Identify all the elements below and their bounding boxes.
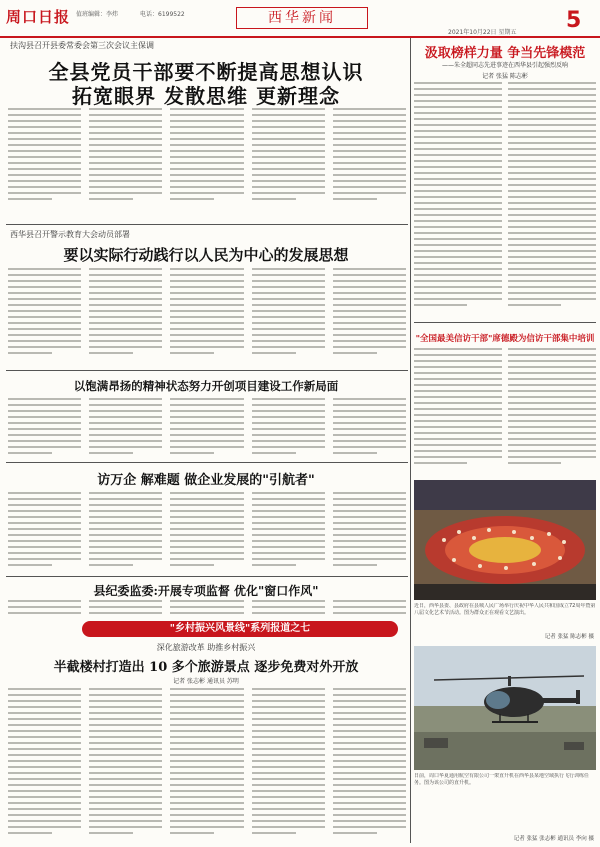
article4-headline: 访万企 解难题 做企业发展的"引航者" — [97, 473, 315, 488]
article5-headline: 县纪委监委:开展专项监督 优化"窗口作风" — [93, 584, 319, 598]
series-banner-label: "乡村振兴风景线"系列报道之七 — [169, 623, 311, 634]
article6-headline: 半截楼村打造出 10 多个旅游景点 逐步免费对外开放 — [53, 660, 359, 675]
photo2-caption: 日前，周口华夏通用航空有限公司一架直升机在西华县某地空域执行飞行训练任务。图为该公司的直升机。 — [414, 773, 590, 786]
right-article1-subhead: ——朱全超同志先进事迹在西华县引起强烈反响 — [441, 62, 568, 69]
newspaper-logo: 周口日报 — [6, 8, 71, 26]
divider — [6, 576, 408, 577]
photo1-credit: 记者 张猛 陈志彬 摄 — [544, 634, 594, 640]
helicopter-photo — [414, 646, 596, 770]
issue-date: 2021年10月22日 星期五 — [448, 29, 517, 36]
divider — [6, 224, 408, 225]
photo1-caption: 近日，西华县委、县政府在县城人民广场举行庆祝中华人民共和国成立72周年暨第八届文化艺术节活动。图为群众正在观看文艺演出。 — [414, 603, 596, 616]
section-title: 西华新闻 — [236, 7, 368, 29]
article6-kicker: 深化旅游改革 助推乡村振兴 — [156, 643, 256, 652]
divider — [6, 370, 408, 371]
article4-body — [8, 492, 406, 572]
duty-editor: 值班编辑：李炜 — [76, 11, 119, 18]
article3-headline: 以饱满昂扬的精神状态努力开创项目建设工作新局面 — [73, 379, 339, 393]
divider — [414, 322, 596, 323]
right-article1-headline: 汲取榜样力量 争当先锋模范 — [424, 46, 586, 61]
phone-number: 电话：6199522 — [140, 11, 185, 18]
divider — [6, 462, 408, 463]
article6-body — [8, 688, 406, 840]
masthead — [0, 0, 600, 38]
article2-headline: 要以实际行动践行以人民为中心的发展思想 — [63, 246, 349, 264]
article3-body — [8, 398, 406, 458]
article1-headline-2: 拓宽眼界 发散思维 更新理念 — [72, 84, 340, 108]
series-banner — [82, 621, 398, 637]
right-article1-body — [414, 82, 596, 318]
column-divider — [410, 38, 411, 843]
article1-kicker: 扶沟县召开县委常委会第三次会议主保调 — [10, 41, 154, 50]
article2-body — [8, 268, 406, 366]
page-number: 5 — [566, 8, 582, 33]
article5-body — [8, 600, 406, 616]
article2-kicker: 西华县召开警示教育大会动员部署 — [10, 230, 130, 239]
photo2-credit: 记者 张猛 张志彬 通讯员 李向 摄 — [513, 836, 594, 842]
right-article2-body — [414, 348, 596, 476]
stage-performance-photo — [414, 480, 596, 600]
article1-body — [8, 108, 406, 220]
article6-byline: 记者 张志彬 通讯员 苏明 — [173, 678, 239, 685]
right-article2-headline: "全国最美信访干部"席德殿为信访干部集中培训 — [415, 334, 595, 344]
article1-headline-1: 全县党员干部要不断提高思想认识 — [48, 60, 364, 84]
right-article1-byline: 记者 张猛 陈志彬 — [482, 73, 528, 80]
